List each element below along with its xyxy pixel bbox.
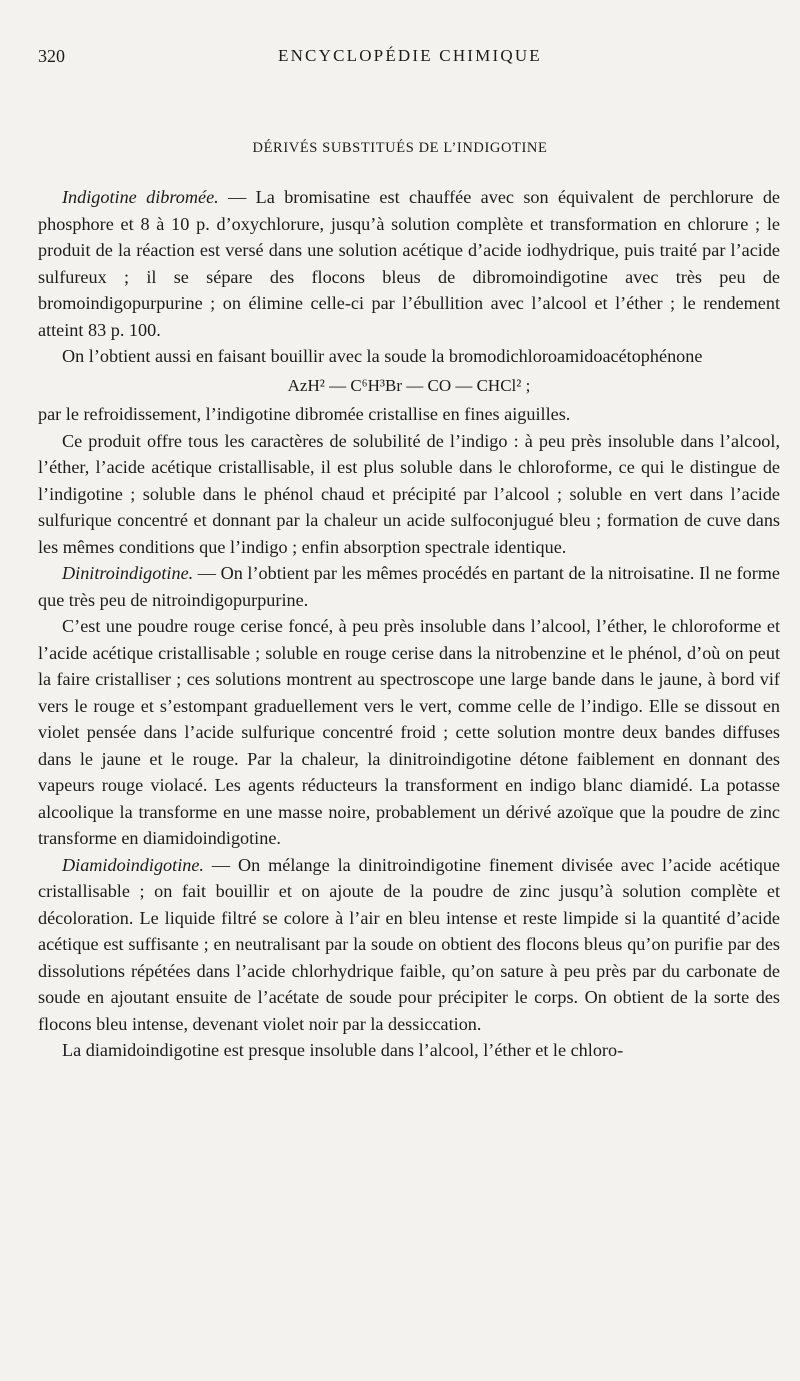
paragraph: La diamidoindigotine est presque insoluble dans l’alcool, l’éther et le chloro- xyxy=(62,1040,624,1060)
section-title: DÉRIVÉS SUBSTITUÉS DE L’INDIGOTINE xyxy=(252,140,548,156)
paragraph xyxy=(38,184,780,343)
paragraph: par le refroidissement, l’indigotine dibromée cristallise en fines aiguilles. xyxy=(38,404,571,424)
paragraph-text: — On l’obtient par les mêmes procédés en partant de la nitroisatine. Il ne forme que très peu de nitroindigopurpurine. xyxy=(38,563,780,610)
paragraph: On l’obtient aussi en faisant bouillir avec la soude la bromodichloroamidoacétophénone xyxy=(62,346,703,366)
chemical-formula: AzH² — C⁶H³Br — CO — CHCl² ; xyxy=(287,375,531,395)
page-header xyxy=(38,46,772,72)
paragraph xyxy=(38,852,780,1038)
paragraph xyxy=(38,560,780,613)
term-heading: Dinitroindigotine. xyxy=(62,563,194,583)
paragraph-text: — On mélange la dinitroindigotine finement divisée avec l’acide acétique cristallisable ; on fait bouillir et on ajoute de la poudre de zinc jusqu’à solution complète et décoloration. Le liquide filtré se colore à l’air en bleu intense et reste limpide si la quantité d’acide acétique est suffisante ; en neutralisant par la soude on obtient des flocons bleus qu’on purifie par des dissolutions répétées dans l’acide chlorhydrique faible, qu’on sature à peu près par du carbonate de soude en ajoutant ensuite de l’acétate de soude pour précipiter le corps. On obtient de la sorte des flocons bleu intense, devenant violet noir par la dessiccation. xyxy=(38,854,780,1034)
term-heading: Indigotine dibromée. xyxy=(62,187,219,207)
page-number: 320 xyxy=(38,46,65,66)
paragraph: Ce produit offre tous les caractères de solubilité de l’indigo : à peu près insoluble dans l’alcool, l’éther, l’acide acétique cristallisable, il est plus soluble dans le chloroforme, ce qui le distingue de l’indigotine ; soluble dans le phénol chaud et précipité par l’alcool ; soluble en vert dans l’acide sulfurique concentré et donnant par la chaleur un acide sulfoconjugué bleu ; formation de cuve dans les mêmes conditions que l’indigo ; enfin absorption spectrale identique. xyxy=(38,430,780,557)
body-text xyxy=(38,184,780,1064)
paragraph-text: — La bromisatine est chauffée avec son équivalent de perchlorure de phosphore et 8 à 10 p. d’oxychlorure, jusqu’à solution complète et transformation en chlorure ; le produit de la réaction est versé dans une solution acétique d’acide iodhydrique, puis traité par l’acide sulfureux ; il se sépare des flocons bleus de dibromoindigotine avec très peu de bromoindigopurpurine ; on élimine celle-ci par l’ébullition avec l’alcool et l’éther ; le rendement atteint 83 p. 100. xyxy=(38,187,780,340)
paragraph: C’est une poudre rouge cerise foncé, à peu près insoluble dans l’alcool, l’éther, le chloroforme et l’acide acétique cristallisable ; soluble en rouge cerise dans la nitrobenzine et le phénol, d’où on peut la faire cristalliser ; ces solutions montrent au spectroscope une large bande dans le jaune, à bord vif vers le rouge et s’estompant graduellement vers le vert, comme celle de l’indigo. Elle se dissout en violet pensée dans l’acide sulfurique concentré froid ; cette solution montre deux bandes diffuses dans le jaune et le rouge. Par la chaleur, la dinitroindigotine détone faiblement en donnant des vapeurs rouge violacé. Les agents réducteurs la transforment en indigo blanc diamidé. La potasse alcoolique la transforme en une masse noire, probablement un dérivé azoïque que la poudre de zinc transforme en diamidoindigotine. xyxy=(38,616,780,848)
running-head: ENCYCLOPÉDIE CHIMIQUE xyxy=(278,46,542,65)
term-heading: Diamidoindigotine. xyxy=(62,854,204,875)
